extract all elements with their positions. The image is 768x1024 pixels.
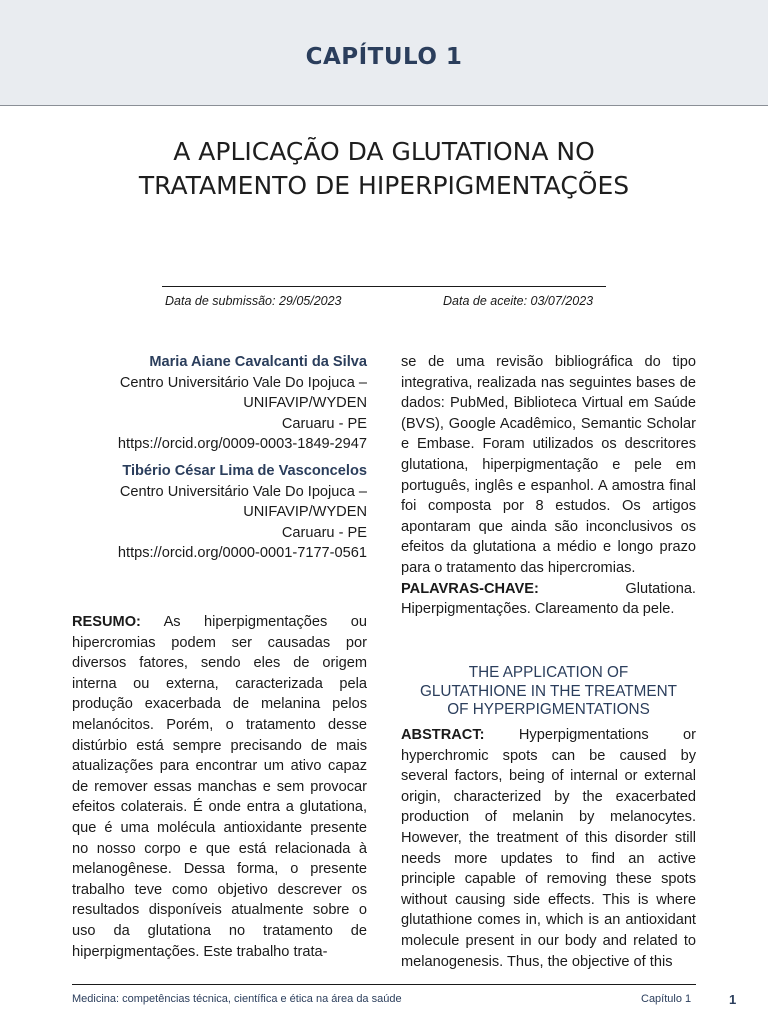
author-name: Tibério César Lima de Vasconcelos — [122, 463, 367, 479]
resumo-paragraph — [72, 612, 367, 962]
article-title — [60, 135, 708, 203]
english-title-line-1: THE APPLICATION OF — [468, 664, 629, 681]
author-institution-abbr: UNIFAVIP/WYDEN — [243, 504, 367, 521]
keywords-label: PALAVRAS-CHAVE: — [401, 580, 539, 597]
author-city: Caruaru - PE — [281, 524, 367, 541]
abstract-label: ABSTRACT: — [401, 727, 485, 743]
author-city: Caruaru - PE — [281, 415, 367, 432]
keywords-rest: Hiperpigmentações. Clareamento da pele. — [401, 601, 675, 618]
chapter-label: CAPÍTULO 1 — [305, 44, 463, 70]
footer-divider — [72, 984, 696, 985]
submission-date: Data de submissão: 29/05/2023 — [165, 294, 342, 308]
author-block — [72, 352, 367, 455]
divider — [162, 286, 606, 287]
article-title-line-2: TRATAMENTO DE HIPERPIGMENTAÇÕES — [138, 171, 630, 200]
english-title-line-2: GLUTATHIONE IN THE TREATMENT — [420, 682, 677, 700]
keywords — [401, 579, 696, 620]
author-institution: Centro Universitário Vale Do Ipojuca – — [119, 374, 367, 391]
english-title — [401, 664, 696, 720]
resumo-continuation: se de uma revisão bibliográfica do tipo integrativa, realizada nas seguintes bases de dados: PubMed, Biblioteca Virtual em Saúde (BVS), Google Acadêmico, Semantic Scholar e Embase. Foram utilizados os descritores glutationa, hiperpigmentação e pele em português, inglês e espanhol. A amostra final foi composta por 8 estudos. Os artigos apontaram que ainda são inconclusivos os efeitos da glutationa a médio e longo prazo para o tratamento das hipercromias. — [401, 354, 696, 576]
footer-book-title: Medicina: competências técnica, científica e ética na área da saúde — [72, 993, 402, 1005]
page-number: 1 — [729, 992, 737, 1007]
abstract-text: Hyperpigmentations or hyperchromic spots can be caused by several factors, being of internal or external origin, characterized by the exacerbated production of melanin by melanocytes. However, the treatment of this disorder still needs more updates to find an active principle capable of removing these spots without causing side effects. This is where glutathione comes in, which is an antioxidant molecule present in our body and related to melanogenesis. Thus, the objective of this — [401, 727, 696, 970]
author-orcid[interactable]: https://orcid.org/0000-0001-7177-0561 — [117, 545, 367, 562]
author-orcid[interactable]: https://orcid.org/0009-0003-1849-2947 — [117, 436, 367, 453]
author-institution: Centro Universitário Vale Do Ipojuca – — [119, 483, 367, 500]
author-name: Maria Aiane Cavalcanti da Silva — [149, 354, 367, 370]
acceptance-date: Data de aceite: 03/07/2023 — [443, 294, 594, 308]
author-block — [72, 461, 367, 564]
keyword-first: Glutationa. — [625, 580, 696, 597]
resumo-continuation-block — [401, 352, 696, 620]
chapter-header — [0, 0, 768, 106]
english-title-line-3: OF HYPERPIGMENTATIONS — [447, 701, 650, 718]
footer-chapter: Capítulo 1 — [641, 993, 692, 1005]
article-title-line-1: A APLICAÇÃO DA GLUTATIONA NO — [173, 137, 595, 166]
resumo-label: RESUMO: — [72, 614, 141, 630]
resumo-text: As hiperpigmentações ou hipercromias podem ser causadas por diversos fatores, sendo eles de origem interna ou externa, caracterizada pela produção exacerbada de melanina pelos melanócitos. Porém, o tratamento desse distúrbio está sempre precisando de mais atualizações para encontrar um ativo capaz de remover essas manchas e sem provocar efeitos colaterais. É onde entra a glutationa, que é uma molécula antioxidante presente no nosso corpo e que está relacionada à melanogênese. Dessa forma, o presente trabalho teve como objetivo descrever os resultados disponíveis atualmente sobre o uso da glutationa no tratamento de hiperpigmentações. Este trabalho trata- — [72, 614, 368, 960]
author-institution-abbr: UNIFAVIP/WYDEN — [243, 395, 367, 412]
abstract-paragraph — [401, 725, 696, 972]
